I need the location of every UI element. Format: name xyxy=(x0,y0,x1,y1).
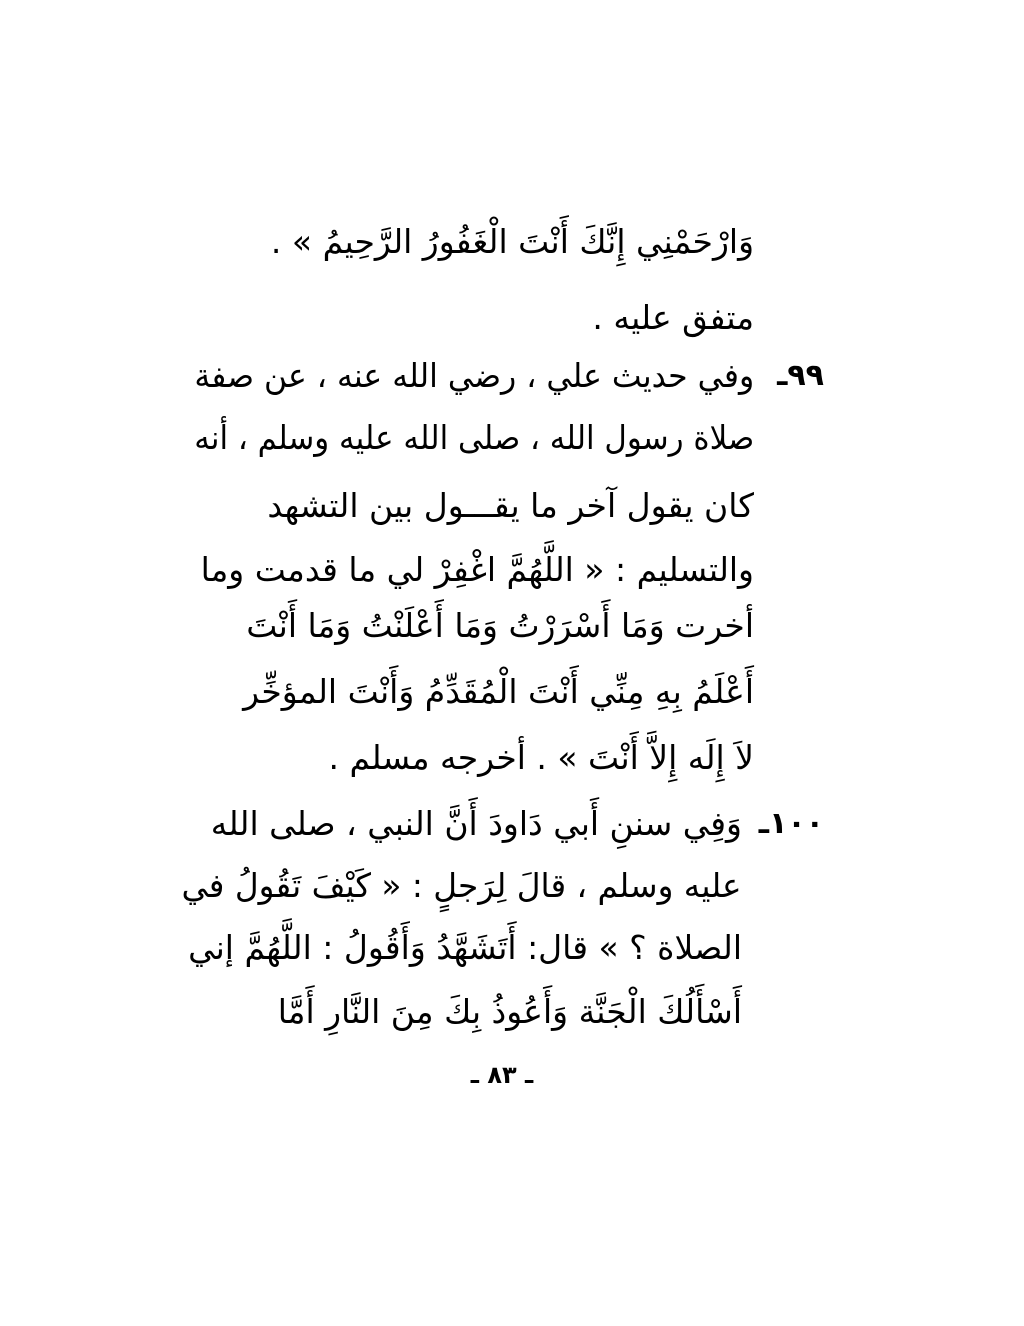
text-line: وَارْحَمْنِي إِنَّكَ أَنْتَ الْغَفُورُ الرَّحِيمُ » . xyxy=(270,222,754,261)
text-line: أخرت وَمَا أَسْرَرْتُ وَمَا أَعْلَنْتُ وَمَا أَنْتَ xyxy=(246,606,754,645)
text-line: وفي حديث علي ، رضي الله عنه ، عن صفة xyxy=(194,356,754,395)
text-line: عليه وسلم ، قالَ لِرَجلٍ : « كَيْفَ تَقُولُ في xyxy=(181,866,742,905)
text-line: متفق عليه . xyxy=(592,298,754,337)
page-number: ـ ٨٣ ـ xyxy=(470,1061,534,1089)
hadith-number: ٩٩ـ xyxy=(777,358,824,393)
text-line: والتسليم : « اللَّهُمَّ اغْفِرْ لي ما قدمت وما xyxy=(200,550,754,589)
hadith-number: ١٠٠ـ xyxy=(758,806,824,841)
text-line: صلاة رسول الله ، صلى الله عليه وسلم ، أنه xyxy=(194,418,754,457)
text-line: أَعْلَمُ بِهِ مِنِّي أَنْتَ الْمُقَدِّمُ وَأَنْتَ المؤخِّر xyxy=(243,672,754,711)
text-line: أَسْأَلُكَ الْجَنَّة وَأَعُوذُ بِكَ مِنَ النَّارِ أَمَّا xyxy=(277,992,742,1031)
text-line: الصلاة ؟ » قال: أَتَشَهَّدُ وَأَقُولُ : اللَّهُمَّ إني xyxy=(188,928,742,967)
text-line: وَفِي سننِ أَبي دَاودَ أَنَّ النبي ، صلى الله xyxy=(210,804,742,843)
text-line: لاَ إِلَه إِلاَّ أَنْتَ » . أخرجه مسلم . xyxy=(328,738,754,777)
text-line: كان يقول آخر ما يقـــول بين التشهد xyxy=(267,486,754,525)
